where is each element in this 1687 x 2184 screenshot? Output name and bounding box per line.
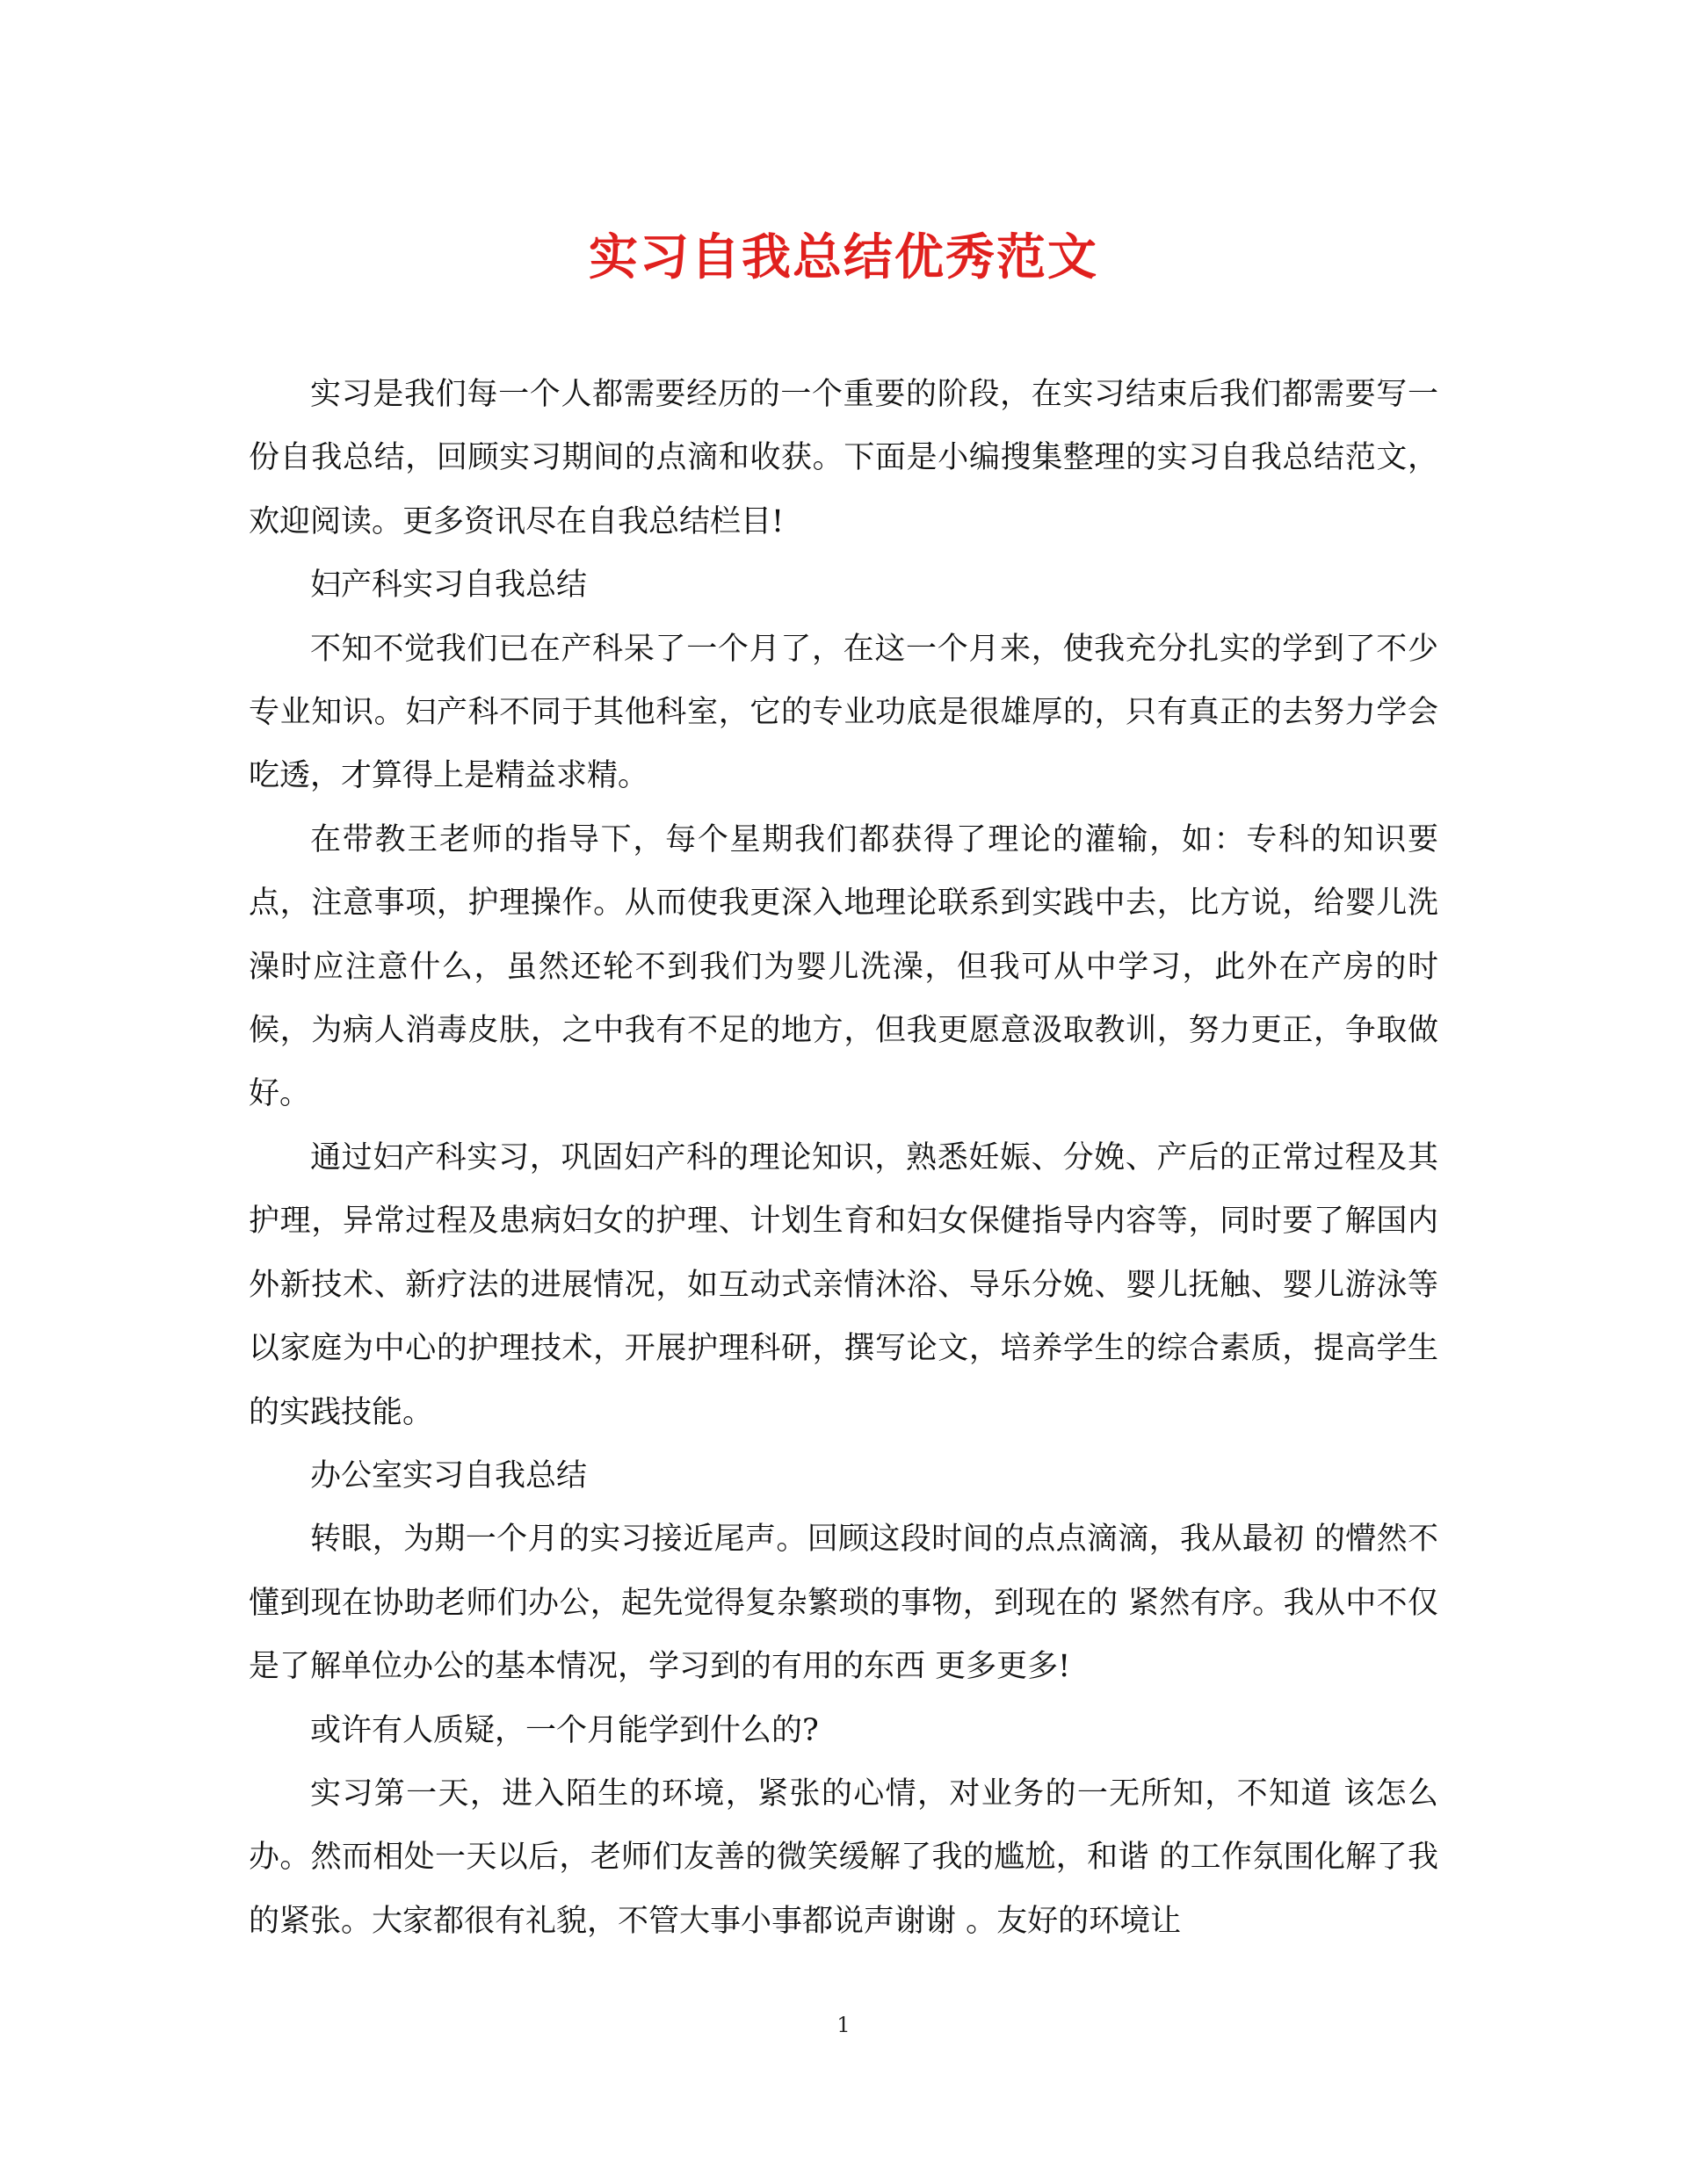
paragraph: 通过妇产科实习，巩固妇产科的理论知识，熟悉妊娠、分娩、产后的正常过程及其护理，异常过程及患病妇女的护理、计划生育和妇女保健指导内容等，同时要了解国内外新技术、新疗法的进展情况，如互动式亲情沐浴、导乐分娩、婴儿抚触、婴儿游泳等以家庭为中心的护理技术，开展护理科研，撰写论文，培养学生的综合素质，提高学生的实践技能。 <box>249 1139 1438 1430</box>
paragraph: 在带教王老师的指导下，每个星期我们都获得了理论的灌输，如：专科的知识要点，注意事项，护理操作。从而使我更深入地理论联系到实践中去，比方说，给婴儿洗澡时应注意什么，虽然还轮不到我们为婴儿洗澡，但我可从中学习，此外在产房的时候，为病人消毒皮肤，之中我有不足的地方，但我更愿意汲取教训，努力更正，争取做好。 <box>249 821 1438 1112</box>
page-number: 1 <box>836 2013 851 2037</box>
section-heading-obstetrics: 妇产科实习自我总结 <box>310 568 588 604</box>
document-body <box>249 363 1438 1953</box>
paragraph: 或许有人质疑，一个月能学到什么的? <box>310 1712 819 1748</box>
paragraph: 实习第一天，进入陌生的环境，紧张的心情，对业务的一无所知，不知道 该怎么办。然而相处一天以后，老师们友善的微笑缓解了我的尴尬，和谐 的工作氛围化解了我的紧张。大家都很有礼貌，不管大事小事都说声谢谢 。友好的环境让 <box>249 1775 1438 1939</box>
intro-paragraph: 实习是我们每一个人都需要经历的一个重要的阶段，在实习结束后我们都需要写一份自我总结，回顾实习期间的点滴和收获。下面是小编搜集整理的实习自我总结范文，欢迎阅读。更多资讯尽在自我总结栏目! <box>249 377 1438 539</box>
paragraph: 转眼，为期一个月的实习接近尾声。回顾这段时间的点点滴滴，我从最初 的懵然不懂到现在协助老师们办公，起先觉得复杂繁琐的事物，到现在的 紧然有序。我从中不仅是了解单位办公的基本情况，学习到的有用的东西 更多更多! <box>249 1522 1438 1685</box>
section-heading-office: 办公室实习自我总结 <box>310 1457 588 1493</box>
document-title: 实习自我总结优秀范文 <box>589 228 1098 286</box>
paragraph: 不知不觉我们已在产科呆了一个月了，在这一个月来，使我充分扎实的学到了不少专业知识。妇产科不同于其他科室，它的专业功底是很雄厚的，只有真正的去努力学会吃透，才算得上是精益求精。 <box>249 631 1438 794</box>
